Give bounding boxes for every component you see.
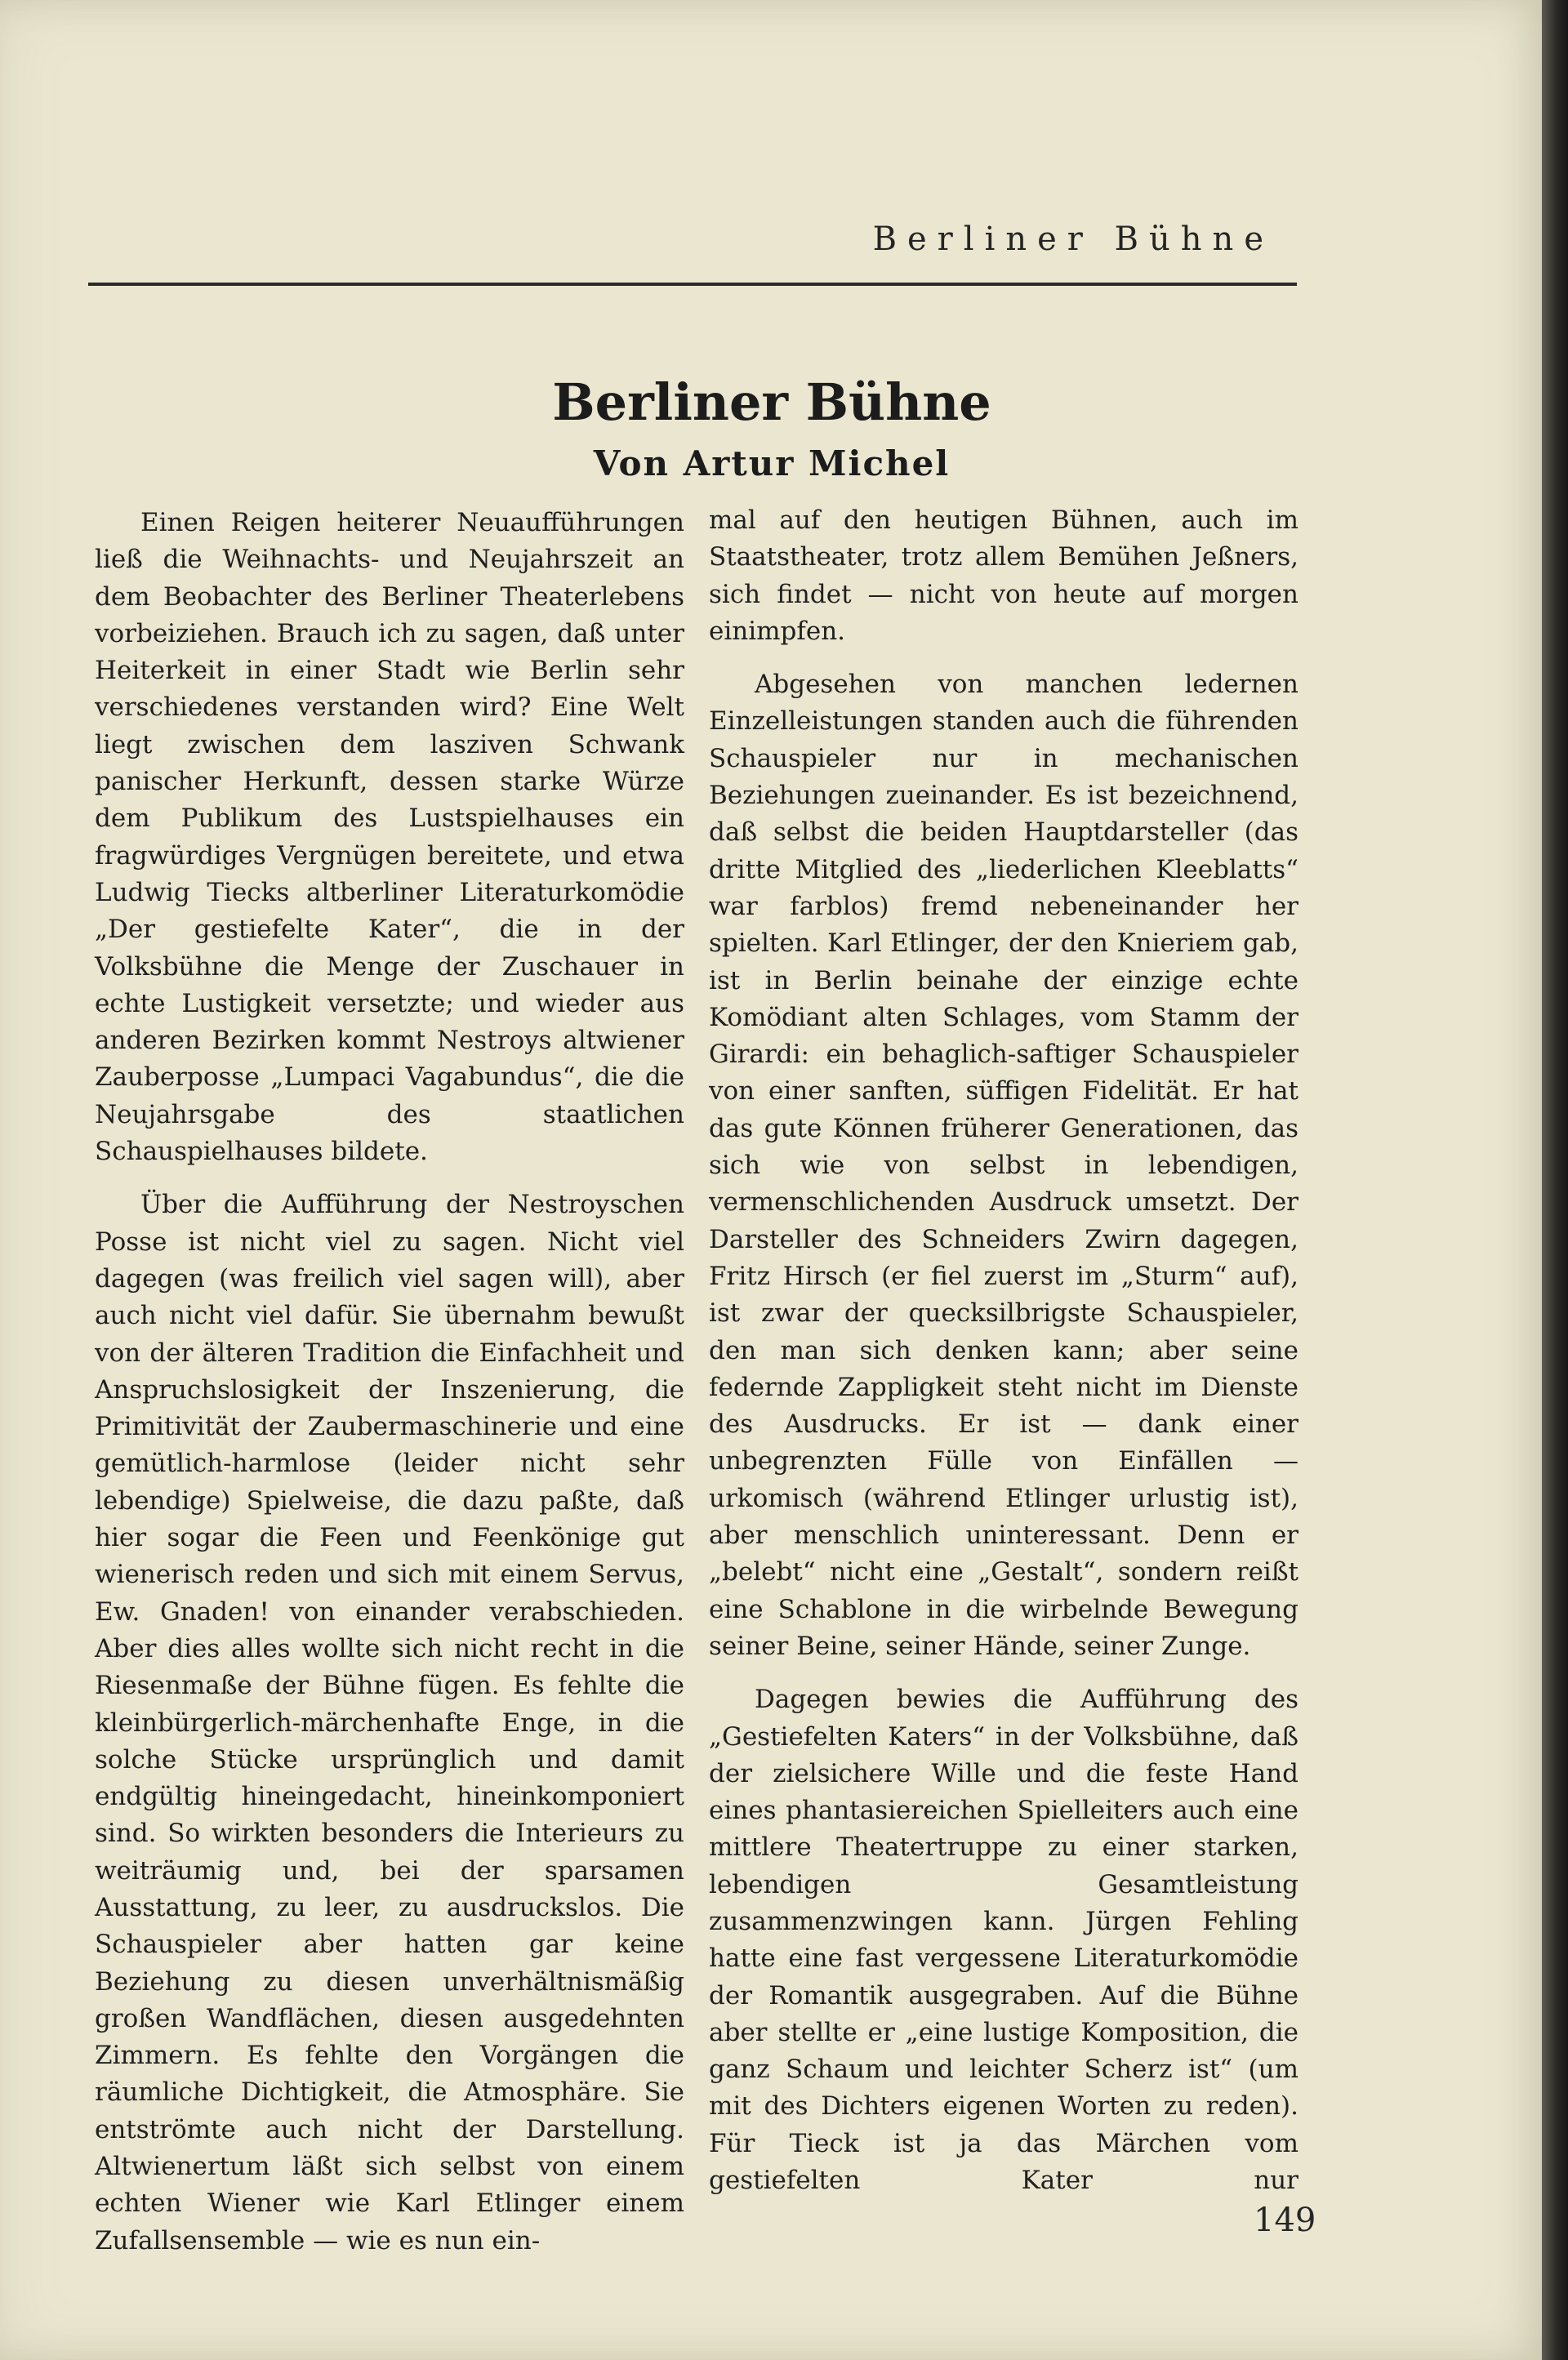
page-number: 149: [1254, 2202, 1316, 2239]
paragraph: Einen Reigen heiterer Neuaufführungen ließ die Weihnachts- und Neujahrszeit an dem Beobachter des Berliner Theaterlebens vorbeiziehen. Brauch ich zu sagen, daß unter Heiterkeit in einer Stadt wie Berlin sehr verschiedenes verstanden wird? Eine Welt liegt zwischen dem laszivеn Schwank panischer Herkunft, dessen starke Würze dem Publikum des Lustspielhauses ein fragwürdiges Vergnügen bereitete, und etwa Ludwig Tiecks altberliner Literaturkomödie „Der gestiefelte Kater“, die in der Volksbühne die Menge der Zuschauer in echte Lustigkeit versetzte; und wieder aus anderen Bezirken kommt Nestroys altwiener Zauberposse „Lumpaci Vagabundus“, die die Neujahrsgabe des staatlichen Schauspielhauses bildete.: [95, 508, 684, 1167]
paragraph: Abgesehen von manchen ledernen Einzelleistungen standen auch die führenden Schauspieler nur in mechanischen Beziehungen zueinander. Es ist bezeichnend, daß selbst die beiden Hauptdarsteller (das dritte Mitglied des „liederlichen Kleeblatts“ war farblos) fremd nebeneinander her spielten. Karl Etlinger, der den Knieriem gab, ist in Berlin beinahe der einzige echte Komödiant alten Schlages, vom Stamm der Girardi: ein behaglich-saftiger Schauspieler von einer sanften, süffigen Fidelität. Er hat das gute Können früherer Generationen, das sich wie von selbst in lebendigen, vermenschlichenden Ausdruck umsetzt. Der Darsteller des Schneiders Zwirn dagegen, Fritz Hirsch (er fiel zuerst im „Sturm“ auf), ist zwar der quecksilbrigste Schauspieler, den man sich denken kann; aber seine federnde Zappligkeit steht nicht im Dienste des Ausdrucks. Er ist — dank einer unbegrenzten Fülle von Einfällen — urkomisch (während Etlinger urlustig ist), aber menschlich uninteressant. Denn er „belebt“ nicht eine „Gestalt“, sondern reißt eine Schablone in die wirbelnde Bewegung seiner Beine, seiner Hände, seiner Zunge.: [709, 670, 1298, 1661]
paragraph: Über die Aufführung der Nestroyschen Posse ist nicht viel zu sagen. Nicht viel dagegen (was freilich viel sagen will), aber auch nicht viel dafür. Sie übernahm bewußt von der älteren Tradition die Einfachheit und Anspruchslosigkeit der Inszenierung, die Primitivität der Zaubermaschinerie und eine gemütlich-harmlose (leider nicht sehr lebendige) Spielweise, die dazu paßte, daß hier sogar die Feen und Feenkönige gut wienerisch reden und sich mit einem Servus, Ew. Gnaden! von einander verabschieden. Aber dies alles wollte sich nicht recht in die Riesenmaße der Bühne fügen. Es fehlte die kleinbürgerlich-märchenhafte Enge, in die solche Stücke ursprünglich und damit endgültig hineingedacht, hineinkomponiert sind. So wirkten besonders die Interieurs zu weiträumig und, bei der sparsamen Ausstattung, zu leer, zu ausdruckslos. Die Schauspieler aber hatten gar keine Beziehung zu diesen unverhältnismäßig großen Wandflächen, diesen ausgedehnten Zimmern. Es fehlte den Vorgängen die räumliche Dichtigkeit, die Atmosphäre. Sie entströmte auch nicht der Darstellung. Altwienertum läßt sich selbst von einem echten Wiener wie Karl Etlinger einem Zufallsensemble — wie es nun ein-: [95, 1190, 684, 2255]
text-column-left: [95, 505, 684, 2260]
paragraph: Dagegen bewies die Aufführung des „Gestiefelten Katers“ in der Volksbühne, daß der zielsichere Wille und die feste Hand eines phantasiereichen Spielleiters auch eine mittlere Theatertruppe zu einer starken, lebendigen Gesamtleistung zusammenzwingen kann. Jürgen Fehling hatte eine fast vergessene Literaturkomödie der Romantik ausgegraben. Auf die Bühne aber stellte er „eine lustige Komposition, die ganz Schaum und leichter Scherz ist“ (um mit des Dichters eigenen Worten zu reden). Für Tieck ist ja das Märchen vom gestiefelten Kater nur: [709, 1685, 1298, 2196]
running-head: Berliner Bühne: [872, 220, 1274, 258]
paragraph: mal auf den heutigen Bühnen, auch im Staatstheater, trotz allem Bemühen Jeßners, sich findet — nicht von heute auf morgen einimpfen.: [709, 505, 1298, 646]
article-byline: Von Artur Michel: [593, 443, 951, 483]
book-spine-edge: [1542, 0, 1568, 2360]
header-rule: [88, 283, 1297, 286]
text-column-right: [709, 502, 1298, 2199]
article-title: Berliner Bühne: [552, 372, 991, 432]
